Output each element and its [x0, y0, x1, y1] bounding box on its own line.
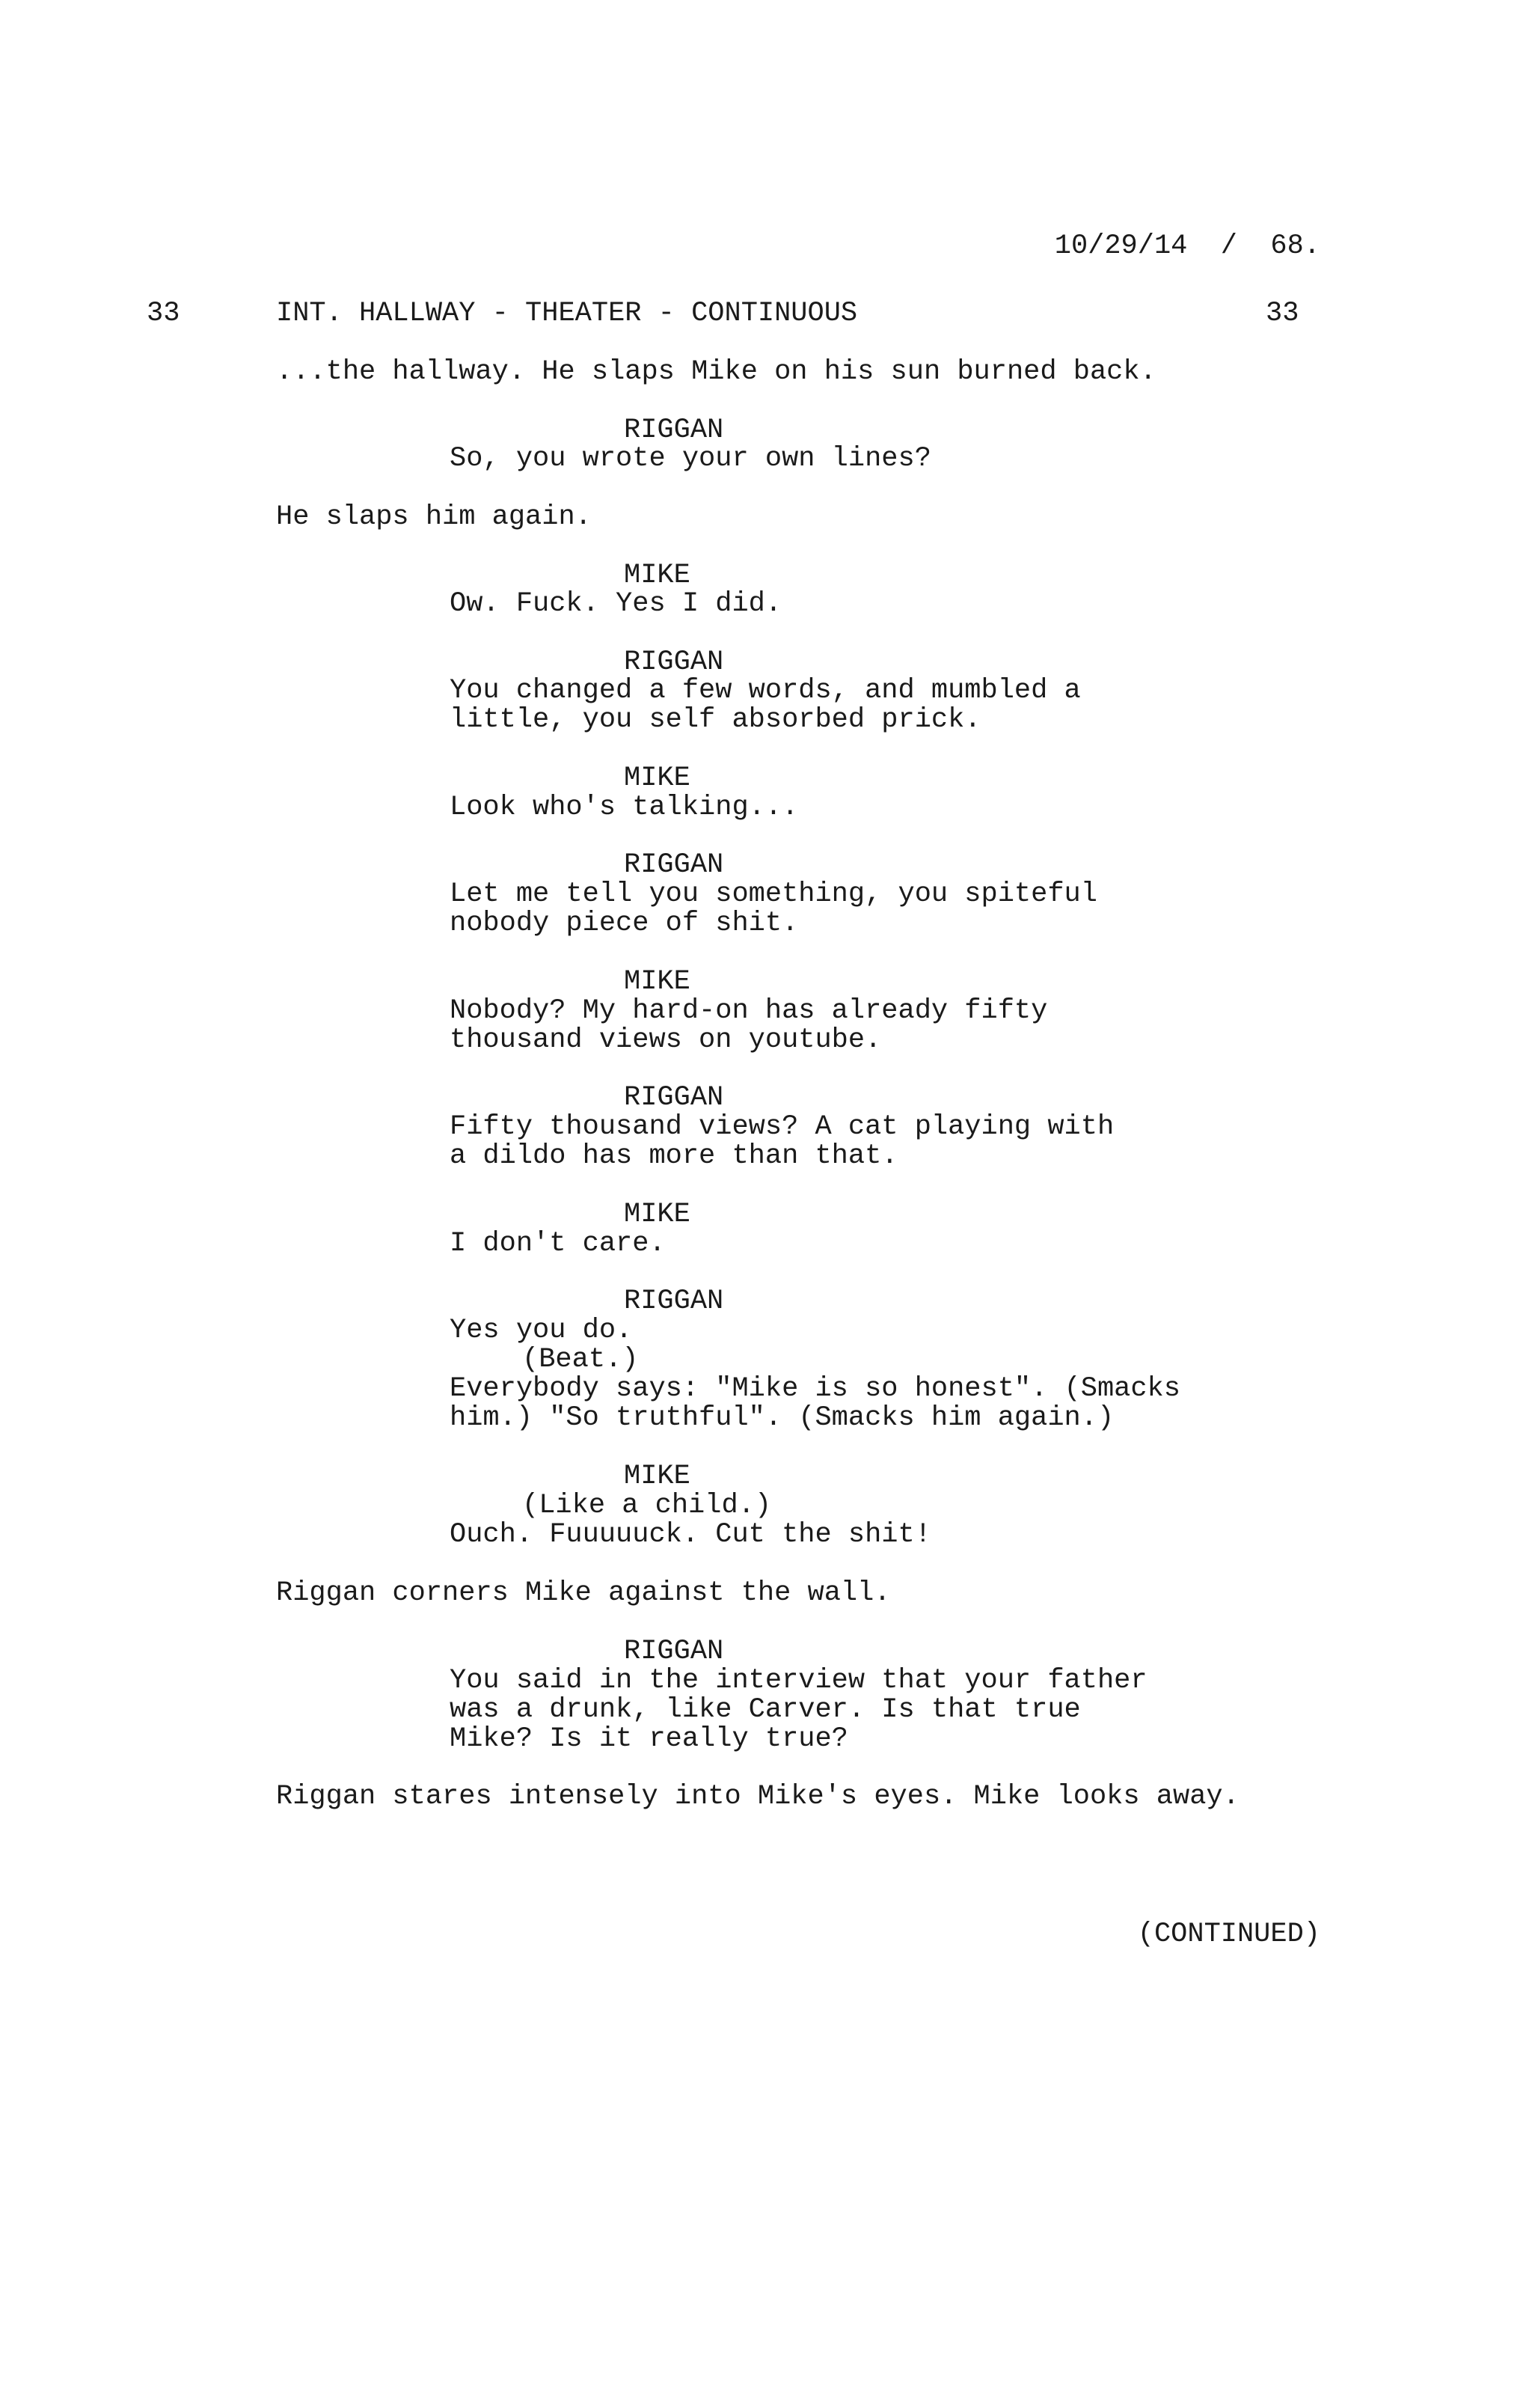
dialogue-line: Let me tell you something, you spiteful: [450, 878, 1097, 910]
dialogue-line: You changed a few words, and mumbled a: [450, 675, 1081, 706]
character-name: RIGGAN: [624, 849, 724, 881]
character-name: MIKE: [624, 1461, 690, 1492]
dialogue-line: Look who's talking...: [450, 792, 799, 823]
continued-marker: (CONTINUED): [1137, 1919, 1320, 1950]
scene-number-right: 33: [1266, 298, 1299, 329]
character-name: RIGGAN: [624, 1082, 724, 1113]
action-line: He slaps him again.: [276, 501, 592, 533]
dialogue-line: Yes you do.: [450, 1315, 633, 1346]
scene-heading: INT. HALLWAY - THEATER - CONTINUOUS: [276, 298, 858, 329]
dialogue-line: Ouch. Fuuuuuck. Cut the shit!: [450, 1519, 931, 1550]
dialogue-line: a dildo has more than that.: [450, 1140, 898, 1172]
character-name: MIKE: [624, 560, 690, 591]
dialogue-line: You said in the interview that your father: [450, 1665, 1148, 1696]
character-name: RIGGAN: [624, 415, 724, 446]
action-line: Riggan stares intensely into Mike's eyes. Mike looks away.: [276, 1781, 1240, 1812]
dialogue-line: was a drunk, like Carver. Is that true: [450, 1694, 1081, 1726]
dialogue-line: So, you wrote your own lines?: [450, 443, 931, 474]
character-name: RIGGAN: [624, 1286, 724, 1317]
character-name: RIGGAN: [624, 1636, 724, 1667]
character-name: MIKE: [624, 1199, 690, 1230]
dialogue-line: I don't care.: [450, 1228, 666, 1259]
character-name: RIGGAN: [624, 647, 724, 678]
dialogue-line: Nobody? My hard-on has already fifty: [450, 995, 1048, 1027]
action-line: ...the hallway. He slaps Mike on his sun burned back.: [276, 356, 1156, 388]
parenthetical: (Beat.): [522, 1344, 639, 1375]
dialogue-line: Fifty thousand views? A cat playing with: [450, 1111, 1115, 1143]
dialogue-line: little, you self absorbed prick.: [450, 704, 981, 736]
dialogue-line: Ow. Fuck. Yes I did.: [450, 588, 782, 620]
parenthetical: (Like a child.): [522, 1490, 772, 1521]
dialogue-line: Everybody says: "Mike is so honest". (Smacks: [450, 1373, 1180, 1405]
scene-number-left: 33: [147, 298, 180, 329]
action-line: Riggan corners Mike against the wall.: [276, 1577, 891, 1609]
page-date-number: 10/29/14 / 68.: [1054, 230, 1320, 262]
dialogue-line: nobody piece of shit.: [450, 908, 799, 939]
dialogue-line: him.) "So truthful". (Smacks him again.): [450, 1402, 1115, 1434]
character-name: MIKE: [624, 763, 690, 794]
character-name: MIKE: [624, 966, 690, 997]
dialogue-line: thousand views on youtube.: [450, 1024, 882, 1056]
dialogue-line: Mike? Is it really true?: [450, 1723, 848, 1755]
